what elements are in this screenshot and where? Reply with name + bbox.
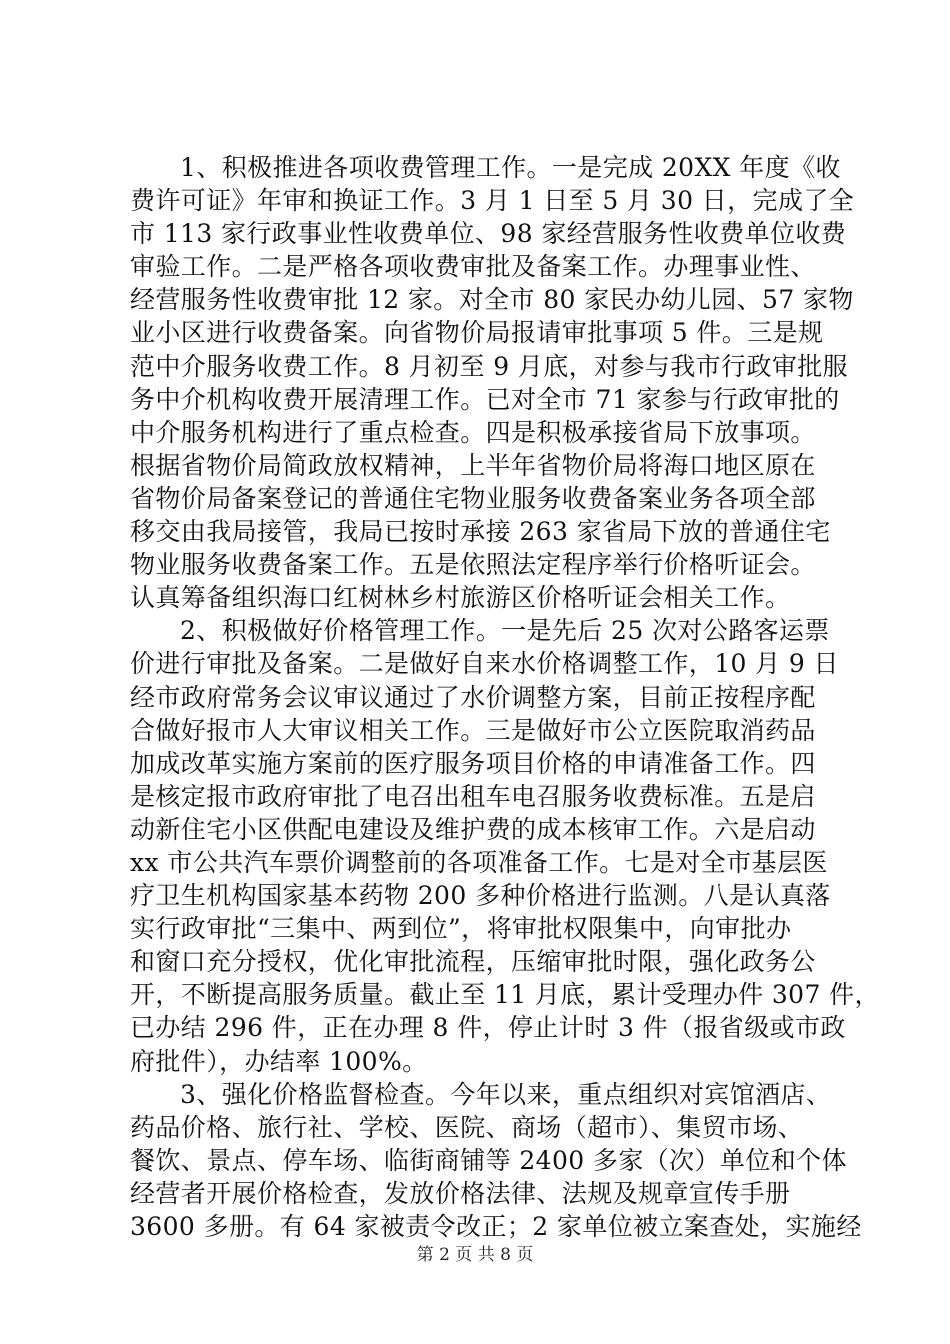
text-line: 中介服务机构进行了重点检查。四是积极承接省局下放事项。	[130, 417, 816, 447]
text-line: 认真筹备组织海口红树林乡村旅游区价格听证会相关工作。	[130, 583, 791, 613]
paragraph-price-supervision	[130, 1078, 862, 1243]
text-line: 合做好报市人大审议相关工作。三是做好市公立医院取消药品	[130, 715, 816, 745]
text-line: 药品价格、旅行社、学校、医院、商场（超市）、集贸市场、	[130, 1112, 804, 1142]
text-line: xx 市公共汽车票价调整前的各项准备工作。七是对全市基层医	[130, 847, 828, 877]
paragraph-fee-management	[130, 151, 855, 614]
text-line: 移交由我局接管，我局已按时承接 263 家省局下放的普通住宅	[130, 517, 831, 547]
text-line: 经营服务性收费审批 12 家。对全市 80 家民办幼儿园、57 家物	[130, 285, 854, 315]
text-line: 1、积极推进各项收费管理工作。一是完成 20XX 年度《收	[180, 153, 841, 182]
text-line: 物业服务收费备案工作。五是依照法定程序举行价格听证会。	[130, 550, 816, 580]
text-line: 经营者开展价格检查，发放价格法律、法规及规章宣传手册	[130, 1178, 791, 1208]
text-line: 价进行审批及备案。二是做好自来水价格调整工作，10 月 9 日	[130, 649, 839, 679]
document-body	[130, 151, 880, 1243]
text-line: 开，不断提高服务质量。截止至 11 月底，累计受理办件 307 件，	[130, 980, 880, 1010]
text-line: 根据省物价局简政放权精神，上半年省物价局将海口地区原在	[130, 450, 816, 480]
text-line: 动新住宅小区供配电建设及维护费的成本核审工作。六是启动	[130, 814, 816, 844]
text-line: 3600 多册。有 64 家被责令改正；2 家单位被立案查处，实施经	[130, 1212, 862, 1241]
text-line: 费许可证》年审和换证工作。3 月 1 日至 5 月 30 日，完成了全	[130, 186, 855, 216]
text-line: 已办结 296 件，正在办理 8 件，停止计时 3 件（报省级或市政	[130, 1013, 846, 1043]
text-line: 实行政审批“三集中、两到位”，将审批权限集中，向审批办	[130, 914, 792, 944]
text-line: 务中介机构收费开展清理工作。已对全市 71 家参与行政审批的	[130, 384, 840, 414]
text-line: 府批件），办结率 100%。	[130, 1046, 428, 1076]
text-line: 省物价局备案登记的普通住宅物业服务收费备案业务各项全部	[130, 483, 816, 513]
paragraph-price-management	[130, 614, 880, 1077]
text-line: 餐饮、景点、停车场、临街商铺等 2400 多家（次）单位和个体	[130, 1145, 847, 1175]
text-line: 疗卫生机构国家基本药物 200 多种价格进行监测。八是认真落	[130, 881, 831, 911]
text-line: 和窗口充分授权，优化审批流程，压缩审批时限，强化政务公	[130, 947, 816, 977]
text-line: 2、积极做好价格管理工作。一是先后 25 次对公路客运票	[180, 616, 830, 646]
text-line: 是核定报市政府审批了电召出租车电召服务收费标准。五是启	[130, 781, 816, 811]
text-line: 加成改革实施方案前的医疗服务项目价格的申请准备工作。四	[130, 748, 816, 778]
text-line: 审验工作。二是严格各项收费审批及备案工作。办理事业性、	[130, 252, 816, 282]
text-line: 范中介服务收费工作。8 月初至 9 月底，对参与我市行政审批服	[130, 351, 849, 381]
text-line: 3、强化价格监督检查。今年以来，重点组织对宾馆酒店、	[180, 1079, 832, 1109]
page-number-label: 第 2 页 共 8 页	[416, 1245, 534, 1265]
text-line: 市 113 家行政事业性收费单位、98 家经营服务性收费单位收费	[130, 219, 847, 249]
text-line: 业小区进行收费备案。向省物价局报请审批事项 5 件。三是规	[130, 318, 824, 348]
page-footer	[0, 1244, 950, 1266]
text-line: 经市政府常务会议审议通过了水价调整方案，目前正按程序配	[130, 682, 816, 712]
